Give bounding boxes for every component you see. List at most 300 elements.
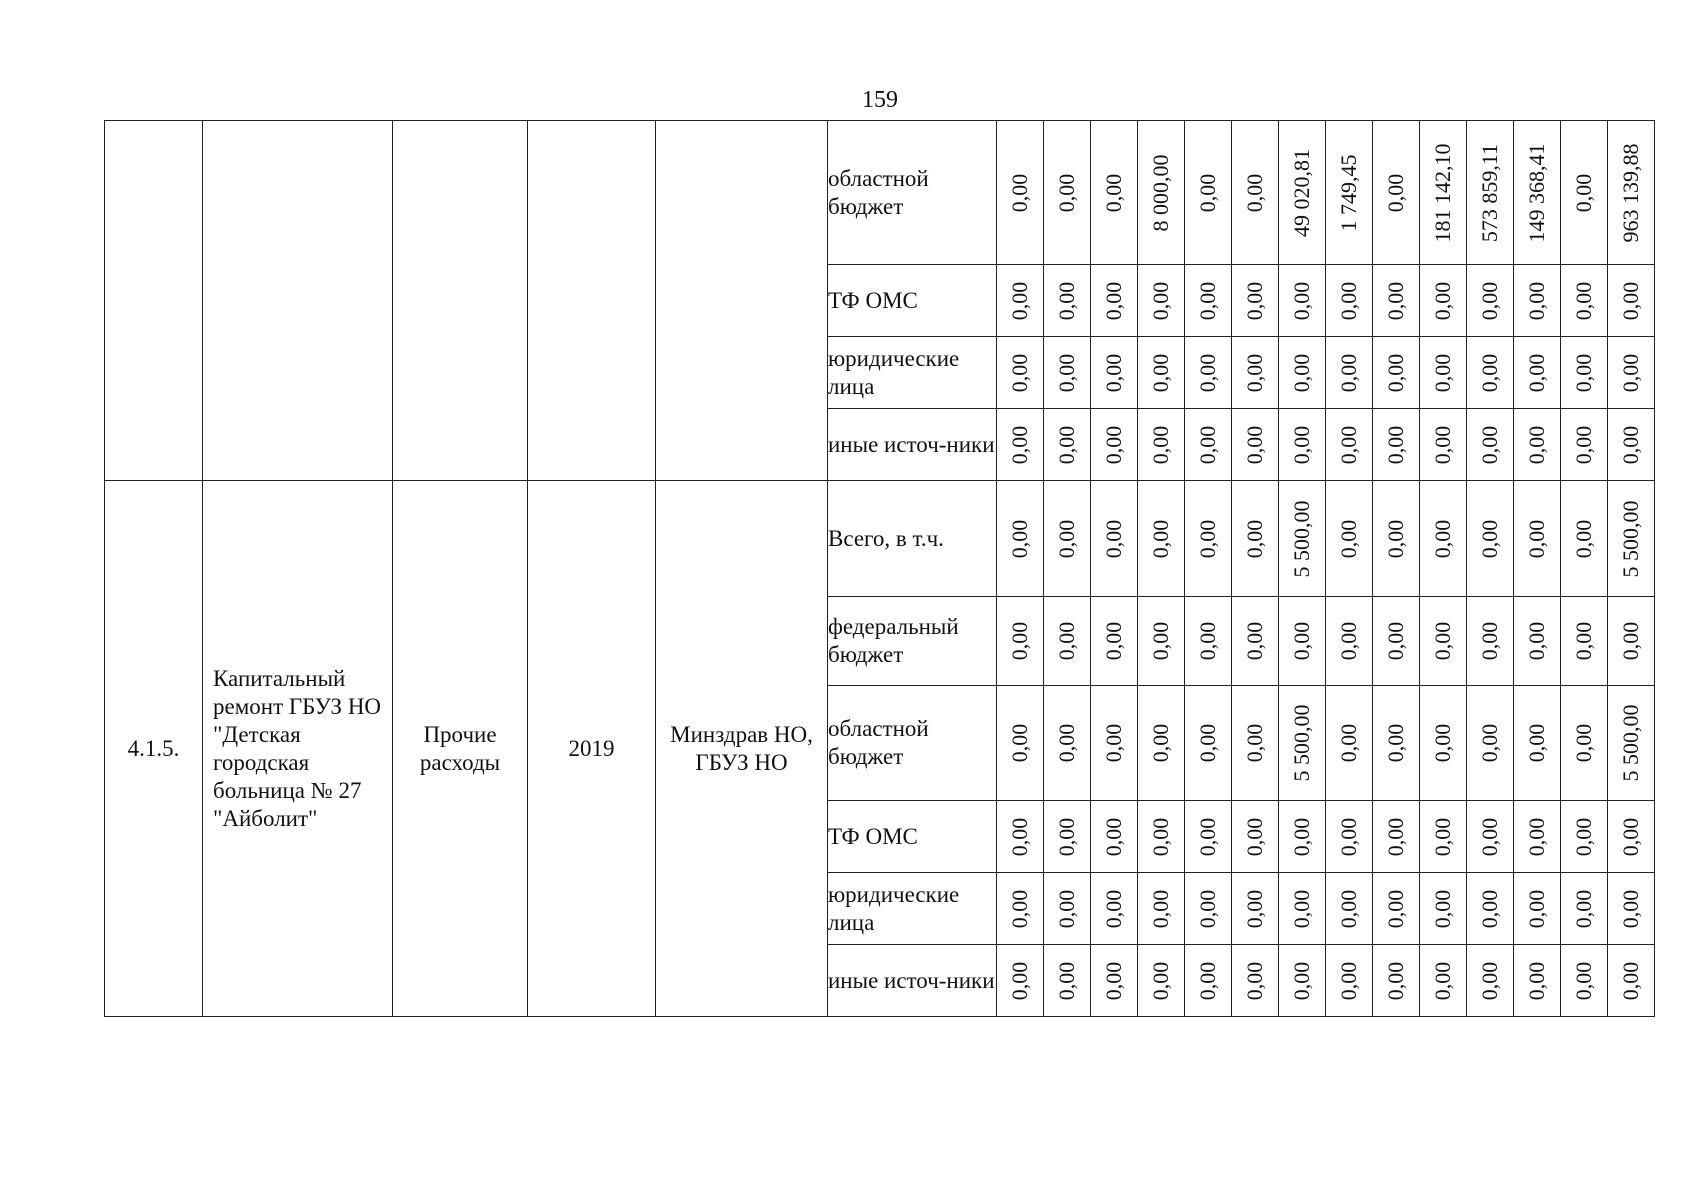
value-cell bbox=[1373, 409, 1420, 481]
value-text: 0,00 bbox=[1477, 621, 1502, 661]
value-text: 0,00 bbox=[1101, 817, 1126, 856]
value-cell bbox=[1138, 873, 1185, 945]
value-cell bbox=[997, 337, 1044, 409]
value-text: 0,00 bbox=[1148, 353, 1173, 392]
value-cell bbox=[1232, 481, 1279, 597]
value-text: 0,00 bbox=[1336, 723, 1361, 763]
value-text: 0,00 bbox=[1618, 425, 1643, 464]
value-cell bbox=[1044, 801, 1091, 873]
value-cell bbox=[1373, 265, 1420, 337]
value-cell bbox=[1279, 873, 1326, 945]
value-cell bbox=[1467, 801, 1514, 873]
value-cell bbox=[1185, 686, 1232, 801]
value-text: 0,00 bbox=[1007, 173, 1032, 212]
value-text: 0,00 bbox=[1430, 961, 1455, 1000]
value-cell bbox=[1514, 801, 1561, 873]
value-text: 0,00 bbox=[1242, 353, 1267, 392]
value-cell bbox=[1138, 265, 1185, 337]
value-text: 0,00 bbox=[1524, 425, 1549, 464]
value-cell bbox=[1279, 686, 1326, 801]
value-text: 0,00 bbox=[1524, 889, 1549, 928]
value-text: 0,00 bbox=[1477, 961, 1502, 1000]
value-cell bbox=[1279, 409, 1326, 481]
value-text: 5 500,00 bbox=[1618, 500, 1643, 577]
value-text: 0,00 bbox=[1007, 621, 1032, 661]
value-text: 0,00 bbox=[1148, 281, 1173, 320]
value-text: 0,00 bbox=[1336, 353, 1361, 392]
value-text: 0,00 bbox=[1383, 353, 1408, 392]
value-text: 0,00 bbox=[1336, 425, 1361, 464]
value-text: 0,00 bbox=[1242, 281, 1267, 320]
value-text: 0,00 bbox=[1054, 173, 1079, 212]
value-cell bbox=[1185, 597, 1232, 686]
value-cell bbox=[1044, 409, 1091, 481]
value-cell bbox=[1185, 801, 1232, 873]
value-text: 0,00 bbox=[1571, 723, 1596, 763]
value-text: 0,00 bbox=[1195, 519, 1220, 558]
value-cell bbox=[1561, 337, 1608, 409]
value-text: 0,00 bbox=[1336, 281, 1361, 320]
value-cell bbox=[1514, 945, 1561, 1017]
value-cell bbox=[1420, 481, 1467, 597]
value-cell bbox=[1420, 121, 1467, 265]
value-text: 0,00 bbox=[1148, 817, 1173, 856]
value-text: 0,00 bbox=[1054, 889, 1079, 928]
value-text: 0,00 bbox=[1195, 281, 1220, 320]
value-cell bbox=[1514, 686, 1561, 801]
funding-source-cell: Всего, в т.ч. bbox=[828, 481, 997, 597]
value-cell bbox=[1326, 265, 1373, 337]
value-text: 0,00 bbox=[1571, 519, 1596, 558]
value-cell bbox=[1608, 801, 1655, 873]
value-cell bbox=[1467, 597, 1514, 686]
value-cell bbox=[1044, 686, 1091, 801]
value-text: 0,00 bbox=[1242, 723, 1267, 763]
item-number: 4.1.5. bbox=[105, 481, 203, 1017]
value-text: 0,00 bbox=[1148, 519, 1173, 558]
value-cell bbox=[1326, 337, 1373, 409]
year-cell-empty bbox=[528, 121, 656, 481]
value-text: 0,00 bbox=[1430, 425, 1455, 464]
value-text: 0,00 bbox=[1101, 519, 1126, 558]
value-text: 0,00 bbox=[1195, 889, 1220, 928]
value-text: 0,00 bbox=[1571, 425, 1596, 464]
value-cell bbox=[997, 481, 1044, 597]
value-cell bbox=[1561, 121, 1608, 265]
value-text: 0,00 bbox=[1148, 425, 1173, 464]
value-cell bbox=[1420, 409, 1467, 481]
value-cell bbox=[1232, 409, 1279, 481]
value-text: 0,00 bbox=[1383, 281, 1408, 320]
value-cell bbox=[1185, 337, 1232, 409]
value-cell bbox=[1373, 337, 1420, 409]
value-text: 0,00 bbox=[1054, 961, 1079, 1000]
value-cell bbox=[997, 801, 1044, 873]
value-cell bbox=[1467, 409, 1514, 481]
value-cell bbox=[1326, 409, 1373, 481]
value-cell bbox=[1044, 945, 1091, 1017]
value-text: 0,00 bbox=[1571, 889, 1596, 928]
value-text: 0,00 bbox=[1007, 723, 1032, 763]
value-cell bbox=[1608, 121, 1655, 265]
value-cell bbox=[997, 409, 1044, 481]
value-text: 0,00 bbox=[1571, 281, 1596, 320]
funding-source-cell: областной бюджет bbox=[828, 121, 997, 265]
value-text: 0,00 bbox=[1336, 817, 1361, 856]
funding-source-cell: иные источ-ники bbox=[828, 409, 997, 481]
funding-source-cell: юридические лица bbox=[828, 873, 997, 945]
value-text: 0,00 bbox=[1148, 723, 1173, 763]
value-cell bbox=[1326, 945, 1373, 1017]
value-cell bbox=[1326, 121, 1373, 265]
value-cell bbox=[1514, 409, 1561, 481]
value-text: 0,00 bbox=[1524, 621, 1549, 661]
value-text: 0,00 bbox=[1101, 425, 1126, 464]
value-cell bbox=[1514, 873, 1561, 945]
value-text: 0,00 bbox=[1383, 889, 1408, 928]
executor-cell-empty bbox=[656, 121, 828, 481]
value-cell bbox=[1420, 597, 1467, 686]
value-text: 0,00 bbox=[1101, 961, 1126, 1000]
value-text: 5 500,00 bbox=[1289, 704, 1314, 782]
value-text: 0,00 bbox=[1101, 621, 1126, 661]
value-text: 0,00 bbox=[1054, 519, 1079, 558]
value-cell bbox=[1138, 337, 1185, 409]
value-cell bbox=[1091, 121, 1138, 265]
value-text: 0,00 bbox=[1242, 961, 1267, 1000]
funding-source-cell: ТФ ОМС bbox=[828, 265, 997, 337]
value-text: 0,00 bbox=[1289, 425, 1314, 464]
value-text: 0,00 bbox=[1430, 889, 1455, 928]
table-row bbox=[105, 121, 1655, 265]
value-cell bbox=[1608, 265, 1655, 337]
value-cell bbox=[1138, 597, 1185, 686]
budget-table bbox=[104, 120, 1655, 1017]
value-cell bbox=[1138, 801, 1185, 873]
value-cell bbox=[1326, 481, 1373, 597]
value-cell bbox=[1279, 481, 1326, 597]
value-cell bbox=[1467, 686, 1514, 801]
value-cell bbox=[1044, 481, 1091, 597]
value-text: 0,00 bbox=[1524, 723, 1549, 763]
value-text: 0,00 bbox=[1571, 353, 1596, 392]
value-text: 0,00 bbox=[1571, 961, 1596, 1000]
value-text: 0,00 bbox=[1195, 961, 1220, 1000]
value-cell bbox=[1467, 121, 1514, 265]
funding-source-cell: ТФ ОМС bbox=[828, 801, 997, 873]
value-text: 5 500,00 bbox=[1618, 704, 1643, 782]
value-text: 0,00 bbox=[1383, 817, 1408, 856]
value-text: 0,00 bbox=[1524, 961, 1549, 1000]
value-text: 0,00 bbox=[1430, 281, 1455, 320]
value-text: 0,00 bbox=[1336, 889, 1361, 928]
value-cell bbox=[1608, 481, 1655, 597]
value-text: 0,00 bbox=[1289, 817, 1314, 856]
value-text: 0,00 bbox=[1054, 621, 1079, 661]
value-text: 0,00 bbox=[1477, 353, 1502, 392]
value-text: 0,00 bbox=[1430, 353, 1455, 392]
value-cell bbox=[1373, 801, 1420, 873]
value-text: 0,00 bbox=[1618, 889, 1643, 928]
value-text: 0,00 bbox=[1054, 281, 1079, 320]
value-cell bbox=[997, 686, 1044, 801]
value-text: 0,00 bbox=[1242, 519, 1267, 558]
value-cell bbox=[1091, 337, 1138, 409]
value-text: 0,00 bbox=[1101, 723, 1126, 763]
value-cell bbox=[1232, 686, 1279, 801]
value-text: 0,00 bbox=[1054, 817, 1079, 856]
value-cell bbox=[1608, 945, 1655, 1017]
value-text: 0,00 bbox=[1618, 281, 1643, 320]
value-text: 0,00 bbox=[1618, 621, 1643, 661]
value-cell bbox=[1138, 686, 1185, 801]
value-cell bbox=[1420, 945, 1467, 1017]
value-text: 0,00 bbox=[1054, 353, 1079, 392]
value-text: 0,00 bbox=[1477, 425, 1502, 464]
value-text: 0,00 bbox=[1383, 173, 1408, 212]
value-text: 0,00 bbox=[1101, 281, 1126, 320]
item-executor: Минздрав НО, ГБУЗ НО bbox=[656, 481, 828, 1017]
value-cell bbox=[1091, 873, 1138, 945]
value-cell bbox=[1044, 121, 1091, 265]
value-cell bbox=[1091, 801, 1138, 873]
value-cell bbox=[1091, 945, 1138, 1017]
value-text: 0,00 bbox=[1195, 173, 1220, 212]
value-text: 0,00 bbox=[1430, 723, 1455, 763]
value-cell bbox=[1138, 481, 1185, 597]
funding-source-cell: юридические лица bbox=[828, 337, 997, 409]
value-text: 0,00 bbox=[1524, 817, 1549, 856]
value-cell bbox=[1326, 686, 1373, 801]
expense-type-cell-empty bbox=[393, 121, 528, 481]
value-cell bbox=[1185, 409, 1232, 481]
value-cell bbox=[1138, 409, 1185, 481]
value-text: 0,00 bbox=[1383, 425, 1408, 464]
value-text: 0,00 bbox=[1524, 519, 1549, 558]
value-cell bbox=[1420, 801, 1467, 873]
funding-source-cell: областной бюджет bbox=[828, 686, 997, 801]
value-cell bbox=[1420, 337, 1467, 409]
item-name: Капитальный ремонт ГБУЗ НО "Детская городская больница № 27 "Айболит" bbox=[203, 481, 393, 1017]
value-cell bbox=[1232, 945, 1279, 1017]
value-text: 5 500,00 bbox=[1289, 500, 1314, 577]
value-text: 0,00 bbox=[1007, 281, 1032, 320]
value-text: 1 749,45 bbox=[1336, 154, 1361, 231]
funding-source-cell: иные источ-ники bbox=[828, 945, 997, 1017]
item-year: 2019 bbox=[528, 481, 656, 1017]
value-text: 0,00 bbox=[1242, 173, 1267, 212]
value-cell bbox=[1279, 945, 1326, 1017]
item-expense-type: Прочие расходы bbox=[393, 481, 528, 1017]
value-text: 0,00 bbox=[1101, 889, 1126, 928]
value-text: 0,00 bbox=[1336, 621, 1361, 661]
value-cell bbox=[1232, 121, 1279, 265]
value-text: 0,00 bbox=[1289, 281, 1314, 320]
value-cell bbox=[1091, 686, 1138, 801]
value-text: 0,00 bbox=[1477, 817, 1502, 856]
value-cell bbox=[1561, 265, 1608, 337]
value-text: 0,00 bbox=[1477, 889, 1502, 928]
value-cell bbox=[1138, 121, 1185, 265]
value-cell bbox=[1467, 481, 1514, 597]
value-cell bbox=[1185, 121, 1232, 265]
value-cell bbox=[1373, 686, 1420, 801]
value-cell bbox=[1044, 265, 1091, 337]
value-cell bbox=[1608, 873, 1655, 945]
value-cell bbox=[1608, 337, 1655, 409]
value-text: 0,00 bbox=[1430, 519, 1455, 558]
value-text: 8 000,00 bbox=[1148, 154, 1173, 231]
value-cell bbox=[1232, 801, 1279, 873]
value-cell bbox=[1279, 597, 1326, 686]
value-text: 0,00 bbox=[1195, 817, 1220, 856]
value-cell bbox=[1420, 686, 1467, 801]
value-cell bbox=[1420, 873, 1467, 945]
name-cell-empty bbox=[203, 121, 393, 481]
value-cell bbox=[1467, 265, 1514, 337]
value-cell bbox=[1561, 686, 1608, 801]
value-cell bbox=[1561, 409, 1608, 481]
value-cell bbox=[1561, 801, 1608, 873]
value-cell bbox=[1326, 801, 1373, 873]
value-cell bbox=[1091, 597, 1138, 686]
value-cell bbox=[997, 121, 1044, 265]
table-row bbox=[105, 481, 1655, 597]
value-cell bbox=[1467, 945, 1514, 1017]
value-cell bbox=[1279, 121, 1326, 265]
value-text: 0,00 bbox=[1242, 889, 1267, 928]
value-cell bbox=[1044, 597, 1091, 686]
value-text: 0,00 bbox=[1054, 425, 1079, 464]
value-text: 0,00 bbox=[1007, 425, 1032, 464]
value-text: 0,00 bbox=[1101, 353, 1126, 392]
value-cell bbox=[997, 945, 1044, 1017]
value-text: 0,00 bbox=[1289, 621, 1314, 661]
value-cell bbox=[1514, 121, 1561, 265]
value-text: 0,00 bbox=[1477, 281, 1502, 320]
value-text: 0,00 bbox=[1383, 519, 1408, 558]
value-text: 0,00 bbox=[1101, 173, 1126, 212]
value-cell bbox=[1514, 481, 1561, 597]
value-text: 149 368,41 bbox=[1524, 143, 1549, 242]
value-cell bbox=[1561, 597, 1608, 686]
value-text: 0,00 bbox=[1383, 961, 1408, 1000]
value-text: 963 139,88 bbox=[1618, 143, 1643, 242]
value-text: 0,00 bbox=[1618, 961, 1643, 1000]
value-text: 0,00 bbox=[1007, 961, 1032, 1000]
value-cell bbox=[1608, 686, 1655, 801]
value-text: 0,00 bbox=[1571, 817, 1596, 856]
value-cell bbox=[1467, 337, 1514, 409]
value-text: 0,00 bbox=[1195, 425, 1220, 464]
value-cell bbox=[1279, 801, 1326, 873]
value-cell bbox=[1326, 597, 1373, 686]
value-text: 0,00 bbox=[1242, 817, 1267, 856]
value-cell bbox=[1561, 481, 1608, 597]
value-cell bbox=[1373, 121, 1420, 265]
value-text: 0,00 bbox=[1477, 723, 1502, 763]
value-cell bbox=[1373, 597, 1420, 686]
value-text: 0,00 bbox=[1289, 353, 1314, 392]
value-text: 0,00 bbox=[1336, 961, 1361, 1000]
value-text: 0,00 bbox=[1383, 723, 1408, 763]
value-cell bbox=[1044, 873, 1091, 945]
value-cell bbox=[1185, 945, 1232, 1017]
value-text: 0,00 bbox=[1289, 889, 1314, 928]
value-cell bbox=[1608, 597, 1655, 686]
value-cell bbox=[1044, 337, 1091, 409]
value-cell bbox=[1232, 265, 1279, 337]
value-cell bbox=[1091, 265, 1138, 337]
value-text: 0,00 bbox=[1054, 723, 1079, 763]
value-cell bbox=[1326, 873, 1373, 945]
value-text: 0,00 bbox=[1242, 621, 1267, 661]
value-text: 0,00 bbox=[1195, 353, 1220, 392]
value-text: 0,00 bbox=[1430, 817, 1455, 856]
value-text: 0,00 bbox=[1195, 723, 1220, 763]
page-number: 159 bbox=[862, 87, 898, 113]
value-text: 0,00 bbox=[1430, 621, 1455, 661]
value-cell bbox=[1232, 873, 1279, 945]
value-cell bbox=[1091, 409, 1138, 481]
value-cell bbox=[997, 597, 1044, 686]
value-cell bbox=[1138, 945, 1185, 1017]
value-cell bbox=[1561, 873, 1608, 945]
value-cell bbox=[997, 873, 1044, 945]
value-text: 0,00 bbox=[1148, 889, 1173, 928]
value-text: 0,00 bbox=[1007, 353, 1032, 392]
value-text: 0,00 bbox=[1571, 621, 1596, 661]
value-text: 0,00 bbox=[1524, 281, 1549, 320]
value-text: 0,00 bbox=[1524, 353, 1549, 392]
value-cell bbox=[1514, 337, 1561, 409]
value-text: 0,00 bbox=[1242, 425, 1267, 464]
value-text: 0,00 bbox=[1195, 621, 1220, 661]
value-cell bbox=[1561, 945, 1608, 1017]
value-text: 0,00 bbox=[1571, 173, 1596, 212]
value-text: 181 142,10 bbox=[1430, 143, 1455, 242]
value-cell bbox=[1232, 337, 1279, 409]
value-cell bbox=[1467, 873, 1514, 945]
value-cell bbox=[1608, 409, 1655, 481]
value-text: 0,00 bbox=[1336, 519, 1361, 558]
value-cell bbox=[997, 265, 1044, 337]
value-cell bbox=[1514, 597, 1561, 686]
value-cell bbox=[1185, 265, 1232, 337]
value-text: 0,00 bbox=[1148, 961, 1173, 1000]
value-text: 0,00 bbox=[1618, 353, 1643, 392]
value-text: 0,00 bbox=[1618, 817, 1643, 856]
value-text: 0,00 bbox=[1007, 817, 1032, 856]
value-cell bbox=[1514, 265, 1561, 337]
value-cell bbox=[1091, 481, 1138, 597]
funding-source-cell: федеральный бюджет bbox=[828, 597, 997, 686]
value-text: 49 020,81 bbox=[1289, 148, 1314, 237]
number-cell-empty bbox=[105, 121, 203, 481]
value-cell bbox=[1279, 265, 1326, 337]
value-cell bbox=[1279, 337, 1326, 409]
value-cell bbox=[1420, 265, 1467, 337]
value-text: 0,00 bbox=[1289, 961, 1314, 1000]
value-cell bbox=[1232, 597, 1279, 686]
value-text: 0,00 bbox=[1477, 519, 1502, 558]
value-text: 0,00 bbox=[1007, 519, 1032, 558]
value-text: 0,00 bbox=[1007, 889, 1032, 928]
value-cell bbox=[1185, 873, 1232, 945]
table-body bbox=[105, 121, 1655, 1017]
value-text: 0,00 bbox=[1148, 621, 1173, 661]
value-cell bbox=[1373, 945, 1420, 1017]
